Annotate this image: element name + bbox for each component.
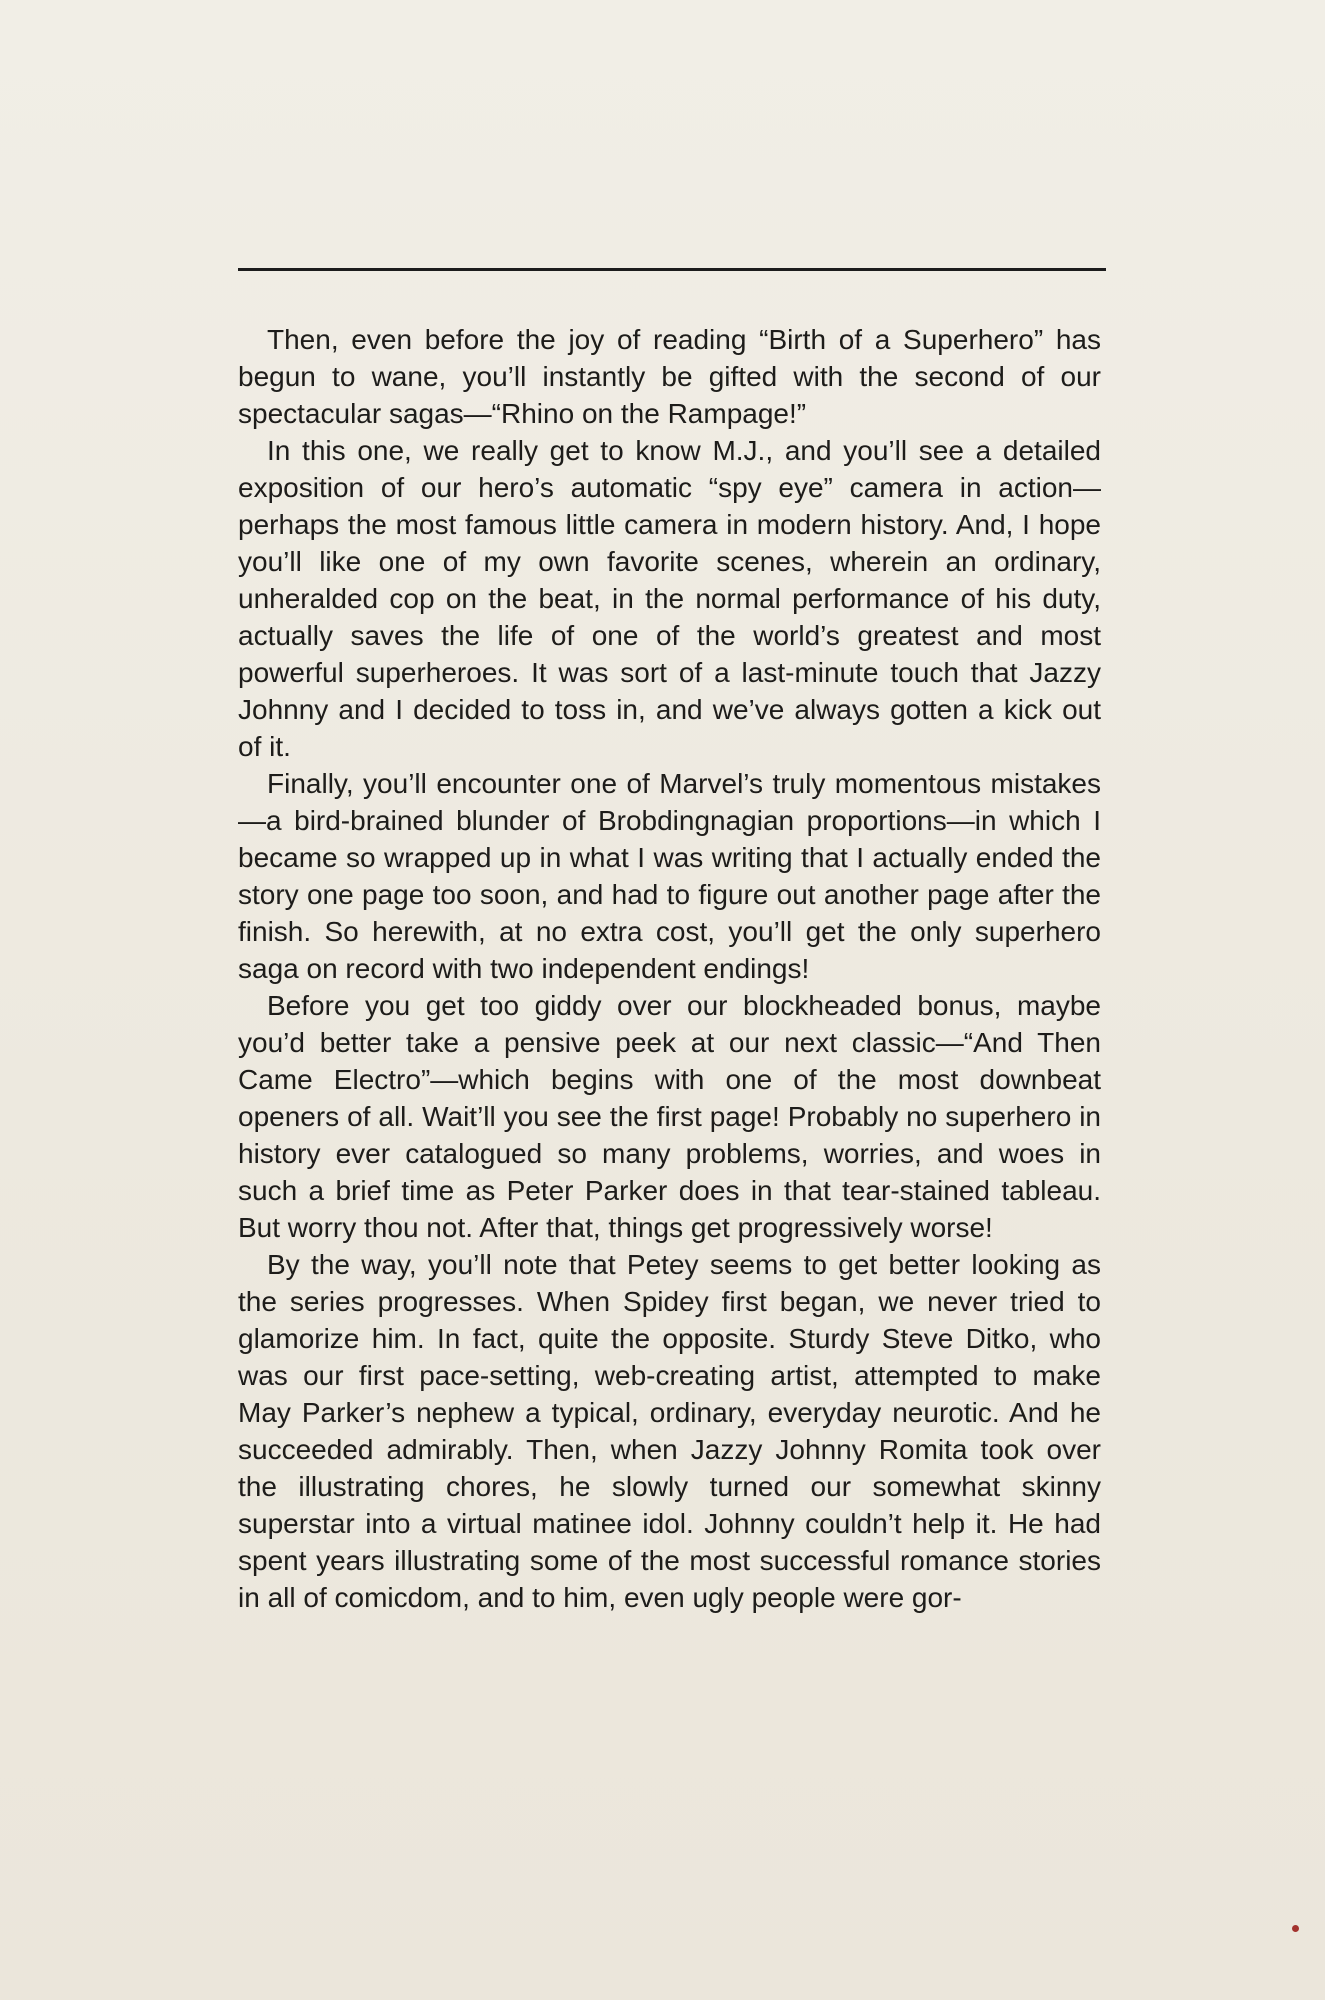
paragraph: Before you get too giddy over our blockheaded bonus, maybe you’d better take a pensive peek at our next classic—“And Then Came Electro”—which begins with one of the most downbeat openers of all. Wait’ll you see the first page! Probably no superhero in history ever catalogued so many problems, worries, and woes in such a brief time as Peter Parker does in that tear-stained tableau. But worry thou not. After that, things get progressively worse!: [238, 990, 1101, 1243]
paragraph: Finally, you’ll encounter one of Marvel’s truly momentous mistakes—a bird-brained blunder of Brobdingnagian proportions—in which I became so wrapped up in what I was writing that I actually ended the story one page too soon, and had to figure out another page after the finish. So herewith, at no extra cost, you’ll get the only superhero saga on record with two independent endings!: [238, 768, 1101, 984]
paragraph: Then, even before the joy of reading “Birth of a Superhero” has begun to wane, you’ll instantly be gifted with the second of our spectacular sagas—“Rhino on the Rampage!”: [238, 324, 1101, 429]
top-rule: [238, 268, 1106, 271]
paragraph: In this one, we really get to know M.J., and you’ll see a detailed exposition of our hero’s automatic “spy eye” camera in action—perhaps the most famous little camera in modern history. And, I hope you’ll like one of my own favorite scenes, wherein an ordinary, unheralded cop on the beat, in the normal performance of his duty, actually saves the life of one of the world’s greatest and most powerful superheroes. It was sort of a last-minute touch that Jazzy Johnny and I decided to toss in, and we’ve always gotten a kick out of it.: [238, 435, 1101, 762]
paragraph: By the way, you’ll note that Petey seems to get better looking as the series progresses. When Spidey first began, we never tried to glamorize him. In fact, quite the opposite. Sturdy Steve Ditko, who was our first pace-setting, web-creating artist, attempted to make May Parker’s nephew a typical, ordinary, everyday neurotic. And he succeeded admirably. Then, when Jazzy Johnny Romita took over the illustrating chores, he slowly turned our somewhat skinny superstar into a virtual matinee idol. Johnny couldn’t help it. He had spent years illustrating some of the most successful romance stories in all of comicdom, and to him, even ugly people were gor-: [238, 1249, 1101, 1613]
body-text: [238, 321, 1101, 1616]
ink-speck: [1292, 1925, 1299, 1932]
